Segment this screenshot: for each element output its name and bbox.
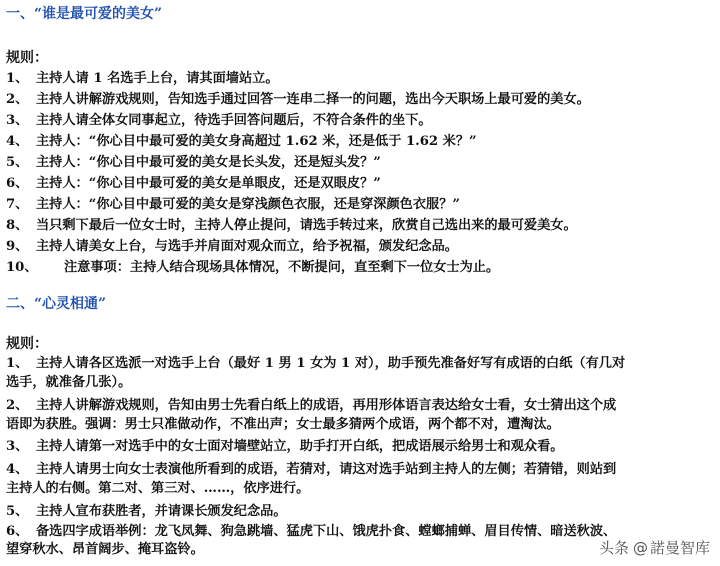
rule-text: 主持人请全体女同事起立，待选手回答问题后，不符合条件的坐下。	[36, 113, 432, 128]
rule-number: 3、	[6, 113, 29, 128]
rule-number: 4、	[6, 134, 29, 149]
rule-text-line-2: 望穿秋水、昂首阔步、掩耳盗铃。	[6, 542, 204, 557]
rule-text-line-1: 备选四字成语举例：龙飞凤舞、狗急跳墙、猛虎下山、饿虎扑食、螳螂捕蝉、眉目传情、暗送秋波、	[36, 524, 617, 539]
rule-number: 2、	[6, 398, 29, 413]
rule-text: 当只剩下最后一位女士时，主持人停止提问，请选手转过来，欣赏自己选出来的最可爱美女。	[36, 218, 577, 233]
section-1-rule-6	[6, 176, 714, 192]
rule-text-line-1: 主持人请各区选派一对选手上台（最好 1 男 1 女为 1 对），助手预先准备好写有成语的白纸（有几对	[36, 356, 626, 371]
rule-number: 5、	[6, 155, 29, 170]
rule-number: 7、	[6, 197, 29, 212]
rule-text: 主持人宣布获胜者，并请课长颁发纪念品。	[36, 504, 287, 519]
section-1-rule-4	[6, 134, 714, 150]
rule-text-line-2: 主持人的右侧。第二对、第三对、……，依序进行。	[6, 481, 310, 496]
section-1-rule-3	[6, 113, 714, 129]
watermark-author: 諾曼智库	[649, 539, 710, 557]
rule-text: 主持人：“你心目中最可爱的美女是穿浅颜色衣服，还是穿深颜色衣服？”	[36, 197, 460, 212]
rule-number: 1、	[6, 71, 29, 86]
watermark-brand: 头条	[598, 539, 629, 557]
section-2-rules-label: 规则：	[6, 336, 48, 352]
section-1-rule-2	[6, 92, 714, 108]
section-2-rule-2	[6, 398, 714, 433]
rule-text-line-2: 选手，就准备几张）。	[6, 375, 132, 390]
rule-text: 主持人请第一对选手中的女士面对墙壁站立，助手打开白纸，把成语展示给男士和观众看。	[36, 439, 564, 454]
section-1-rules-label: 规则：	[6, 50, 48, 66]
section-1-rule-5	[6, 155, 714, 171]
section-2-rule-1	[6, 356, 714, 391]
rule-number: 2、	[6, 92, 29, 107]
rule-text: 主持人讲解游戏规则，告知选手通过回答一连串二择一的问题，选出今天职场上最可爱的美女。	[36, 92, 590, 107]
section-1-rule-1	[6, 71, 714, 87]
rule-text-line-1: 主持人请男士向女士表演他所看到的成语，若猜对，请这对选手站到主持人的左侧；若猜错，则站到	[36, 462, 617, 477]
rule-number: 6、	[6, 176, 29, 191]
rule-number: 3、	[6, 439, 29, 454]
rule-number: 10、	[6, 260, 38, 275]
section-1-title: 一、“谁是最可爱的美女”	[6, 6, 163, 22]
rule-text-line-2: 语即为获胜。强调：男士只准做动作，不准出声；女士最多猜两个成语，两个都不对，遭淘汰。	[6, 417, 560, 432]
rule-text: 主持人请美女上台，与选手并肩面对观众而立，给予祝福，颁发纪念品。	[36, 239, 458, 254]
section-2-rule-5	[6, 504, 714, 520]
rule-text: 主持人请 1 名选手上台，请其面墙站立。	[36, 71, 279, 86]
rule-text: 主持人：“你心目中最可爱的美女身高超过 1.62 米，还是低于 1.62 米？”	[36, 134, 477, 149]
rule-number: 4、	[6, 462, 29, 477]
rule-text: 主持人：“你心目中最可爱的美女是长头发，还是短头发？”	[36, 155, 381, 170]
watermark	[599, 537, 710, 558]
rule-number: 9、	[6, 239, 29, 254]
section-1-rule-8	[6, 218, 714, 234]
rule-number: 5、	[6, 504, 29, 519]
section-2-rule-3	[6, 439, 714, 455]
rule-text-line-1: 主持人讲解游戏规则，告知由男士先看白纸上的成语，再用形体语言表达给女士看，女士猜出这个成	[36, 398, 617, 413]
section-1-rule-7	[6, 197, 714, 213]
section-1-rule-9	[6, 239, 714, 255]
section-1-rule-10	[6, 260, 714, 276]
rule-number: 6、	[6, 524, 29, 539]
watermark-at: @	[632, 538, 648, 557]
rule-text: 注意事项：主持人结合现场具体情况，不断提问，直至剩下一位女士为止。	[64, 260, 500, 275]
rule-number: 1、	[6, 356, 29, 371]
section-2-title: 二、“心灵相通”	[6, 296, 107, 312]
rule-text: 主持人：“你心目中最可爱的美女是单眼皮，还是双眼皮？”	[36, 176, 381, 191]
section-2-rule-4	[6, 462, 714, 497]
rule-number: 8、	[6, 218, 29, 233]
